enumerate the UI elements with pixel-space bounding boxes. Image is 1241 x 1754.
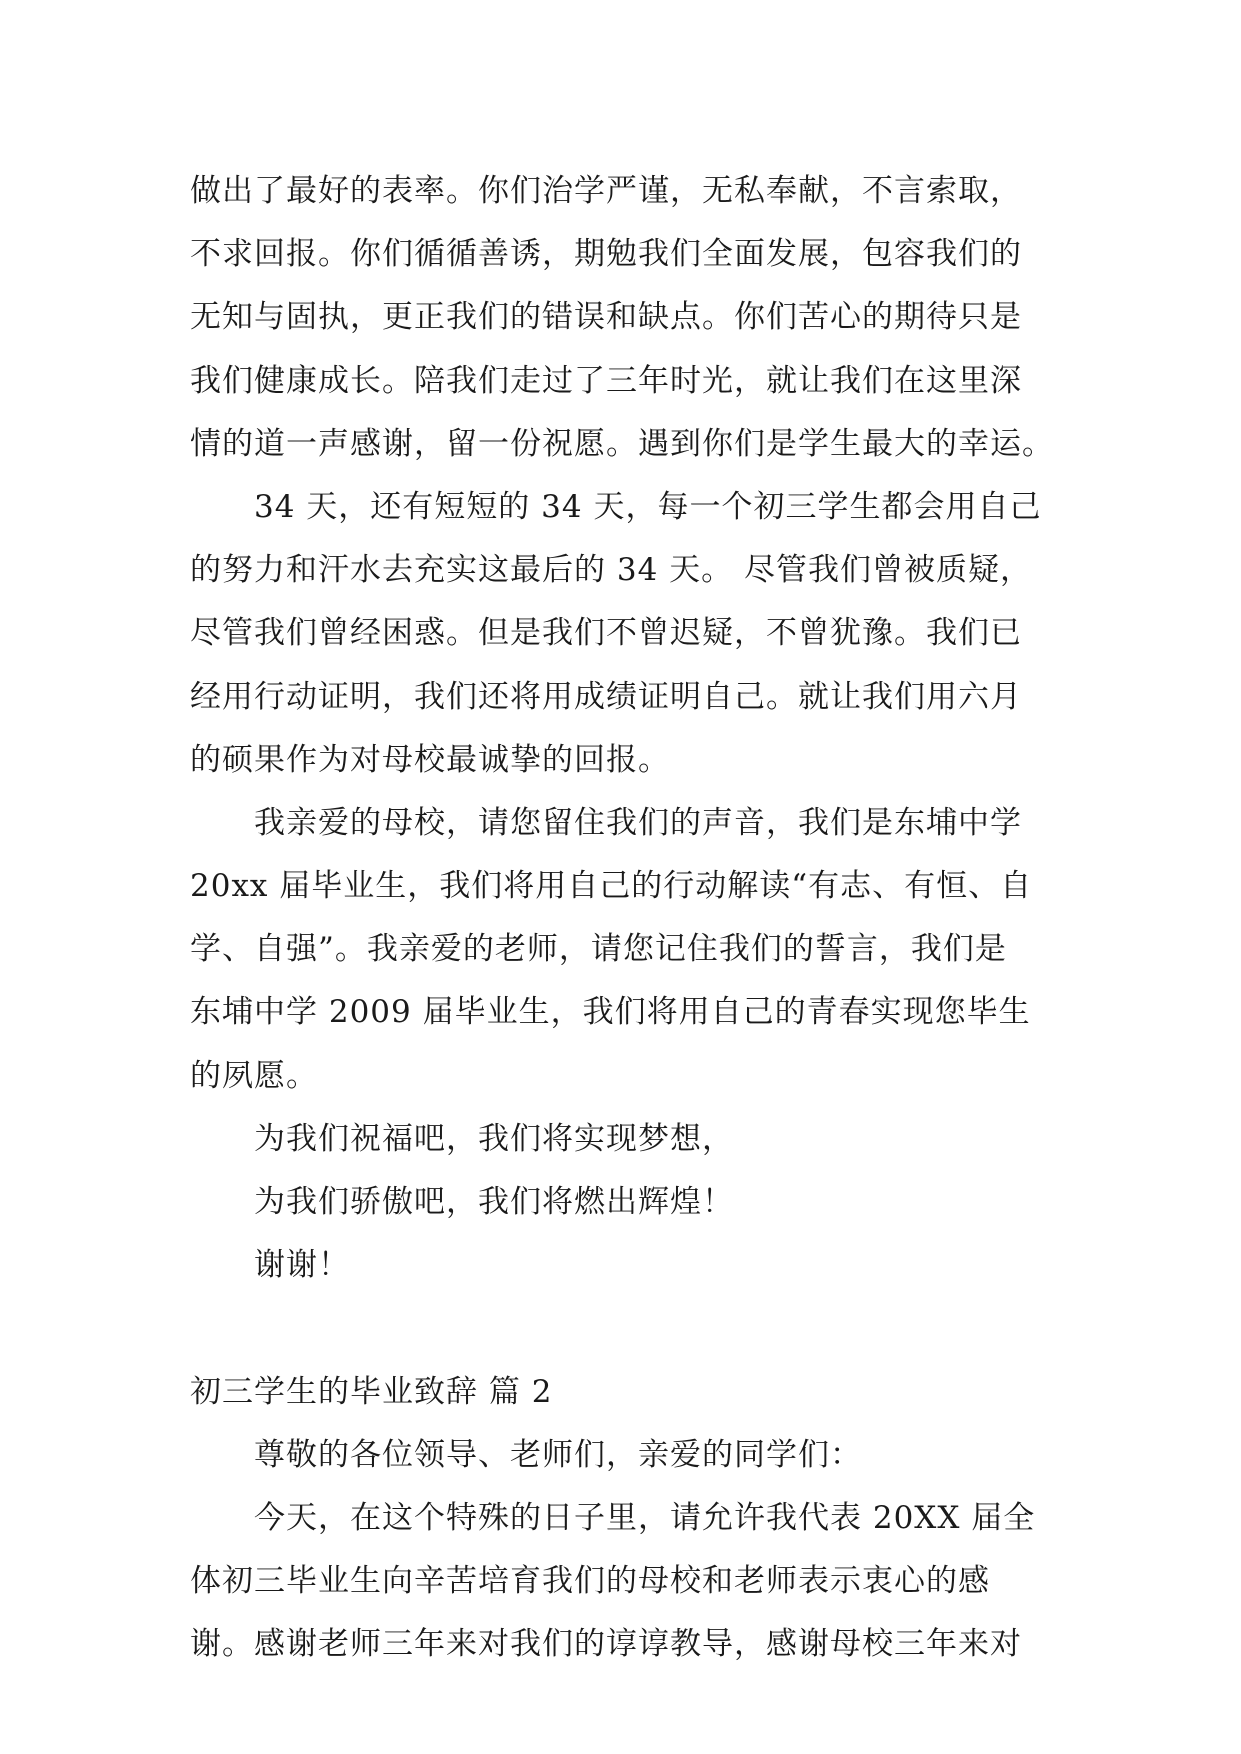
document-body [190, 160, 1070, 1677]
body-line: 谢。感谢老师三年来对我们的谆谆教导，感谢母校三年来对 [190, 1626, 1022, 1663]
body-line: 情的道一声感谢，留一份祝愿。遇到你们是学生最大的幸运。 [190, 425, 1054, 462]
body-line: 的硕果作为对母校最诚挚的回报。 [190, 741, 670, 778]
body-line: 无知与固执，更正我们的错误和缺点。你们苦心的期待只是 [190, 299, 1022, 336]
body-line: 东埔中学 2009 届毕业生，我们将用自己的青春实现您毕生 [190, 994, 1031, 1031]
body-line: 体初三毕业生向辛苦培育我们的母校和老师表示衷心的感 [190, 1563, 990, 1600]
body-line: 的夙愿。 [190, 1057, 318, 1094]
paragraph-first-line: 今天，在这个特殊的日子里，请允许我代表 20XX 届全 [254, 1499, 1036, 1536]
closing-line: 为我们骄傲吧，我们将燃出辉煌！ [254, 1184, 734, 1220]
body-line: 尽管我们曾经困惑。但是我们不曾迟疑，不曾犹豫。我们已 [190, 615, 1022, 652]
body-line: 的努力和汗水去充实这最后的 34 天。 尽管我们曾被质疑， [190, 552, 1033, 589]
closing-line: 为我们祝福吧，我们将实现梦想， [254, 1120, 734, 1157]
body-line: 学、自强”。我亲爱的老师，请您记住我们的誓言，我们是 [190, 931, 1007, 968]
section-heading: 初三学生的毕业致辞 篇 2 [190, 1373, 553, 1410]
salutation: 尊敬的各位领导、老师们，亲爱的同学们： [254, 1436, 862, 1473]
body-line: 经用行动证明，我们还将用成绩证明自己。就让我们用六月 [190, 678, 1022, 715]
paragraph-first-line: 34 天，还有短短的 34 天，每一个初三学生都会用自己 [254, 488, 1042, 525]
body-line: 20xx 届毕业生，我们将用自己的行动解读“有志、有恒、自 [190, 868, 1033, 905]
body-line: 不求回报。你们循循善诱，期勉我们全面发展，包容我们的 [190, 236, 1022, 273]
section-gap [190, 1297, 1070, 1360]
paragraph-first-line: 我亲爱的母校，请您留住我们的声音，我们是东埔中学 [254, 804, 1022, 841]
closing-line: 谢谢！ [254, 1247, 350, 1284]
body-line: 做出了最好的表率。你们治学严谨，无私奉献，不言索取， [190, 173, 1022, 209]
body-line: 我们健康成长。陪我们走过了三年时光，就让我们在这里深 [190, 362, 1022, 399]
